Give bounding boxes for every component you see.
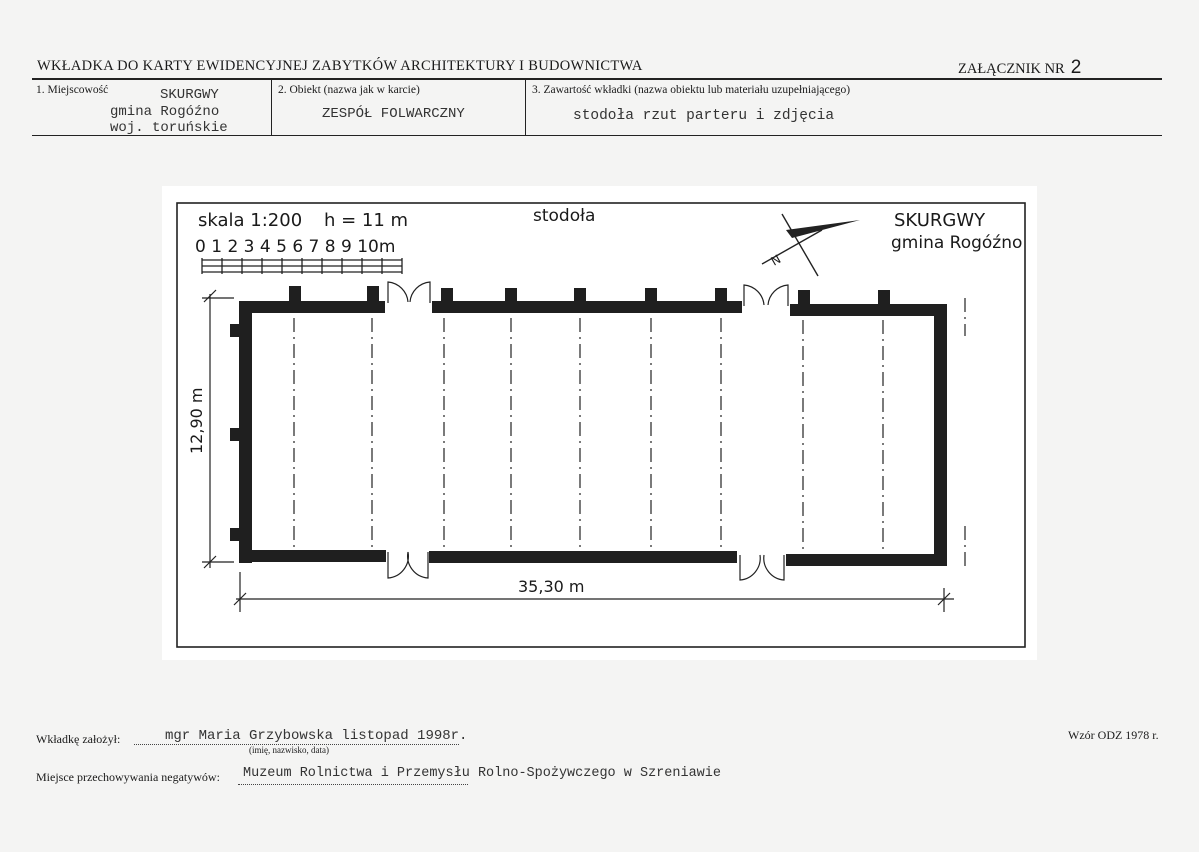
structural-axes	[294, 298, 965, 570]
drawing-municipality: gmina Rogóźno	[891, 233, 1023, 253]
field-divider-2	[525, 80, 526, 136]
author-caption: (imię, nazwisko, data)	[249, 745, 329, 755]
floor-plan-drawing	[162, 186, 1037, 660]
storage-label: Miejsce przechowywania negatywów:	[36, 770, 220, 784]
drawing-title: stodoła	[533, 206, 596, 226]
field-divider-1	[271, 80, 272, 136]
barn-walls	[230, 286, 947, 566]
content-label: 3. Zawartość wkładki (nazwa obiektu lub materiału uzupełniającego)	[532, 84, 851, 96]
header-top-rule	[32, 78, 1162, 80]
annex-label	[958, 57, 1081, 79]
locality-place: SKURGWY	[160, 87, 219, 103]
object-value: ZESPÓŁ FOLWARCZNY	[322, 106, 465, 122]
locality-municipality: gmina Rogóźno	[110, 104, 220, 120]
floor-plan-svg	[162, 186, 1037, 660]
drawing-place: SKURGWY	[894, 210, 986, 231]
drawing-height-label: h = 11 m	[324, 210, 409, 231]
door-symbols	[388, 282, 788, 580]
scale-bar-numbers: 0 1 2 3 4 5 6 7 8 9 10m	[195, 237, 396, 257]
object-label: 2. Obiekt (nazwa jak w karcie)	[278, 84, 420, 96]
scale-bar	[202, 258, 402, 274]
form-title: WKŁADKA DO KARTY EWIDENCYJNEJ ZABYTKÓW ARCHITEKTURY I BUDOWNICTWA	[37, 58, 643, 74]
annex-label-text: ZAŁĄCZNIK NR	[958, 61, 1065, 77]
dimension-width-label: 12,90 m	[187, 387, 206, 454]
form-version: Wzór ODZ 1978 r.	[1068, 728, 1159, 742]
storage-value: Muzeum Rolnictwa i Przemysłu Rolno-Spożywczego w Szreniawie	[243, 766, 721, 781]
locality-voivodeship: woj. toruńskie	[110, 120, 228, 136]
storage-underline	[238, 784, 468, 785]
annex-number: 2	[1070, 57, 1082, 78]
locality-label: 1. Miejscowość	[36, 84, 109, 96]
author-value: mgr Maria Grzybowska listopad 1998r.	[165, 728, 468, 744]
drawing-scale-label: skala 1:200	[198, 210, 303, 231]
dimension-length-label: 35,30 m	[518, 577, 585, 596]
drawing-frame	[177, 203, 1025, 647]
north-arrow	[762, 214, 860, 276]
author-label: Wkładkę założył:	[36, 732, 121, 746]
content-value: stodoła rzut parteru i zdjęcia	[573, 108, 835, 124]
north-letter: N	[768, 251, 784, 269]
